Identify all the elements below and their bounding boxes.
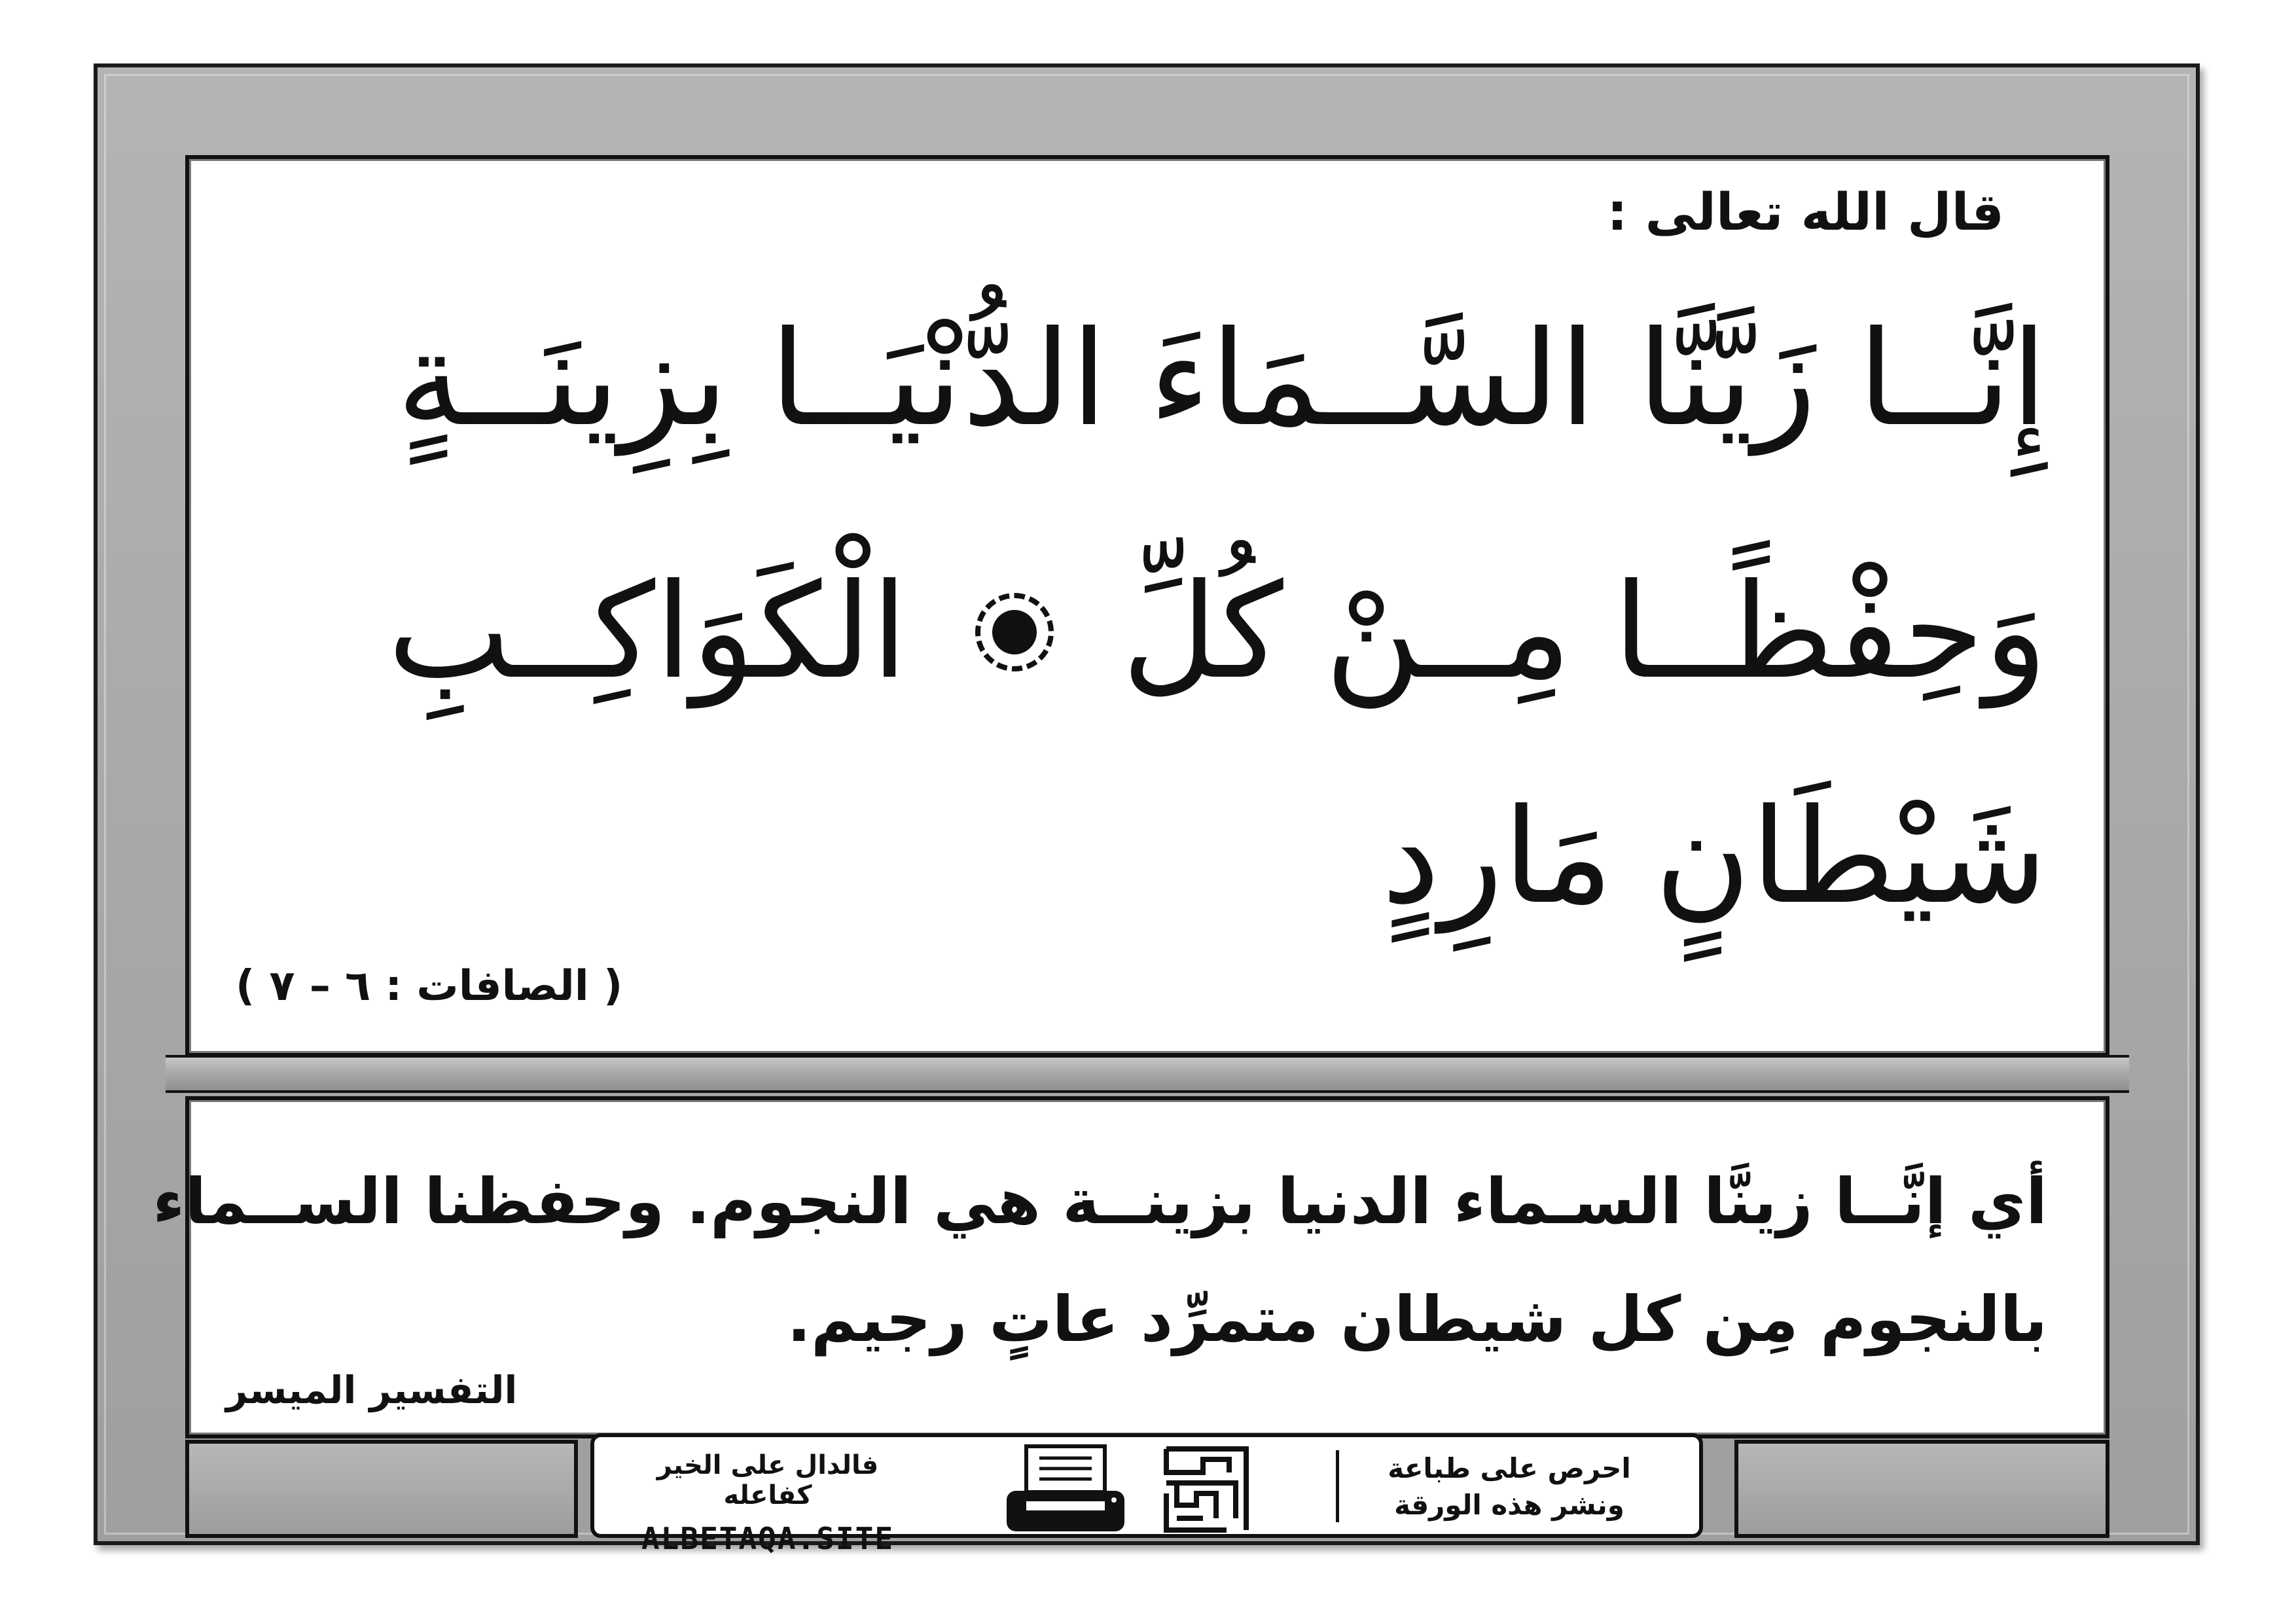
ayah-end-marker-icon [975, 593, 1054, 671]
footer-left-tab [185, 1440, 578, 1538]
tafsir-line-1: أي إنَّــا زينَّا السـماء الدنيا بزينــة هي النجوم. وحفظنا الســماء [152, 1165, 2047, 1238]
footer-brand-right [1336, 1450, 1679, 1522]
footer-right-line-1: احرص على طباعة [1388, 1452, 1631, 1484]
surah-reference: ( الصافات : ٦ – ٧ ) [236, 962, 623, 1010]
tafsir-line-2: بالنجوم مِن كل شيطان متمرِّد عاتٍ رجيم. [787, 1283, 2047, 1356]
tafsir-source: التفسير الميسر [226, 1368, 518, 1412]
footer-bar [590, 1433, 1703, 1556]
verse-line-2-part-b: وَحِفْظًــا مِــنْ كُلِّ [1122, 556, 2047, 708]
intro-heading: قال الله تعالى : [1607, 183, 2004, 242]
footer-right-line-2: ونشر هذه الورقة [1394, 1489, 1624, 1521]
verse-line-1: إِنَّــا زَيَّنَّا السَّــمَاءَ الدُّنْيَــا بِزِينَــةٍ [397, 303, 2047, 455]
printer-icon [1000, 1444, 1131, 1535]
verse-line-2 [215, 556, 2047, 708]
verse-line-2-part-a: الْكَوَاكِــبِ [387, 556, 908, 708]
kufic-logo-icon [1164, 1446, 1249, 1533]
footer-right-tab [1734, 1440, 2109, 1538]
site-link[interactable]: ALBETAQA.SITE [641, 1521, 895, 1556]
footer-brand-left [614, 1450, 922, 1556]
footer-guide-text: فالدال على الخير كفاعله [656, 1450, 879, 1510]
divider-bar [166, 1055, 2129, 1093]
verse-line-3: شَيْطَانٍ مَارِدٍ [1381, 781, 2047, 933]
